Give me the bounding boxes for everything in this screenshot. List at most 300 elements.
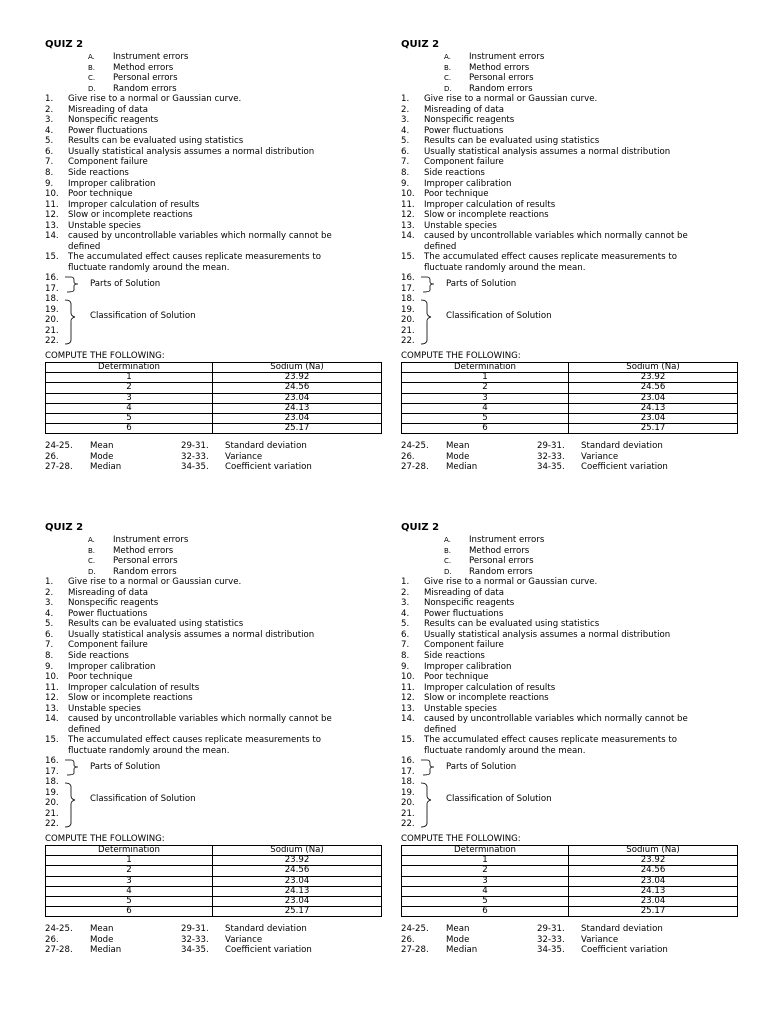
question-number: 2. [401, 104, 410, 115]
choice-text: Personal errors [469, 73, 534, 84]
question-text: Component failure [68, 640, 148, 651]
choice-letter: D. [444, 84, 452, 93]
table-cell: 1 [402, 856, 569, 866]
table-cell: 24.56 [213, 866, 382, 876]
question-text: Slow or incomplete reactions [424, 693, 549, 704]
table-row [402, 424, 738, 434]
computation-label: Coefficient variation [581, 462, 668, 473]
computation-label: Standard deviation [581, 924, 663, 935]
table-cell: 23.04 [569, 393, 738, 403]
table-cell: 6 [402, 424, 569, 434]
table-cell: 23.04 [213, 414, 382, 424]
choice-text: Method errors [113, 545, 174, 556]
question-number: 11. [45, 199, 59, 210]
question-item [45, 683, 345, 694]
table-cell: 23.04 [213, 876, 382, 886]
blank-number: 18. [401, 294, 415, 305]
question-number: 10. [401, 672, 415, 683]
question-text: Improper calibration [424, 661, 512, 672]
question-item [401, 588, 701, 599]
table-header: Determination [402, 363, 569, 373]
parts-of-solution-label: Parts of Solution [446, 762, 517, 773]
question-number: 8. [401, 168, 410, 179]
table-cell: 3 [402, 876, 569, 886]
question-number: 10. [45, 189, 59, 200]
question-text: Improper calculation of results [68, 682, 200, 693]
question-number: 9. [45, 178, 54, 189]
question-number: 5. [45, 136, 54, 147]
question-text: Misreading of data [424, 104, 505, 115]
question-text: Misreading of data [424, 587, 505, 598]
question-item [45, 598, 345, 609]
table-cell: 25.17 [569, 907, 738, 917]
table-row [46, 424, 382, 434]
computation-number: 24-25. [45, 441, 73, 452]
question-number: 8. [45, 168, 54, 179]
computation-label: Median [446, 945, 478, 956]
table-cell: 4 [402, 886, 569, 896]
classification-of-solution-label: Classification of Solution [90, 311, 196, 322]
question-number: 4. [401, 608, 410, 619]
question-number: 1. [45, 577, 54, 588]
table-cell: 23.04 [569, 876, 738, 886]
computation-label: Standard deviation [581, 441, 663, 452]
question-item [401, 115, 701, 126]
choice-item [45, 52, 345, 63]
computation-number: 24-25. [401, 441, 429, 452]
question-number: 15. [401, 735, 415, 746]
question-item [401, 683, 701, 694]
computation-label: Variance [581, 451, 619, 462]
computation-list [401, 441, 701, 474]
question-item [45, 252, 345, 273]
table-row [402, 866, 738, 876]
table-cell: 24.13 [569, 403, 738, 413]
question-item [401, 662, 701, 673]
choice-list [401, 52, 701, 94]
question-item [401, 94, 701, 105]
computation-number: 27-28. [45, 945, 73, 956]
question-text: Side reactions [68, 168, 129, 179]
choice-text: Random errors [469, 83, 533, 94]
table-cell: 23.92 [213, 856, 382, 866]
table-cell: 2 [402, 383, 569, 393]
choice-letter: C. [88, 557, 96, 566]
question-item [401, 200, 701, 211]
question-item [45, 704, 345, 715]
computation-label: Standard deviation [225, 924, 307, 935]
choice-item [45, 546, 345, 557]
question-number: 3. [401, 598, 410, 609]
choice-text: Instrument errors [469, 52, 545, 62]
question-text: Improper calibration [424, 178, 512, 189]
question-item [401, 179, 701, 190]
question-number: 4. [45, 125, 54, 136]
question-text: Power fluctuations [424, 608, 504, 619]
question-text: Improper calculation of results [424, 199, 556, 210]
classification-of-solution-label: Classification of Solution [446, 311, 552, 322]
question-item [401, 168, 701, 179]
computation-number: 26. [45, 451, 59, 462]
question-text: Misreading of data [68, 587, 149, 598]
sodium-table [45, 845, 382, 917]
computation-number: 29-31. [537, 924, 565, 935]
table-cell: 24.13 [213, 403, 382, 413]
blank-number: 21. [45, 325, 59, 336]
question-number: 2. [401, 587, 410, 598]
question-item [401, 704, 701, 715]
question-item [45, 94, 345, 105]
question-item [45, 714, 345, 735]
question-text: Give rise to a normal or Gaussian curve. [68, 94, 242, 105]
choice-item [401, 63, 701, 74]
table-cell: 2 [402, 866, 569, 876]
table-row [46, 897, 382, 907]
question-text: The accumulated effect causes replicate measurements to fluctuate randomly around the mean. [424, 735, 677, 756]
table-header-row [402, 363, 738, 373]
table-row [402, 856, 738, 866]
table-header: Sodium (Na) [213, 846, 382, 856]
question-text: Power fluctuations [68, 125, 148, 136]
choice-letter: C. [88, 74, 96, 83]
blank-number: 19. [401, 304, 415, 315]
question-list [401, 94, 701, 273]
choice-text: Method errors [469, 62, 530, 73]
choice-text: Personal errors [469, 556, 534, 567]
brace-icon [63, 757, 93, 829]
question-number: 11. [401, 682, 415, 693]
table-cell: 23.92 [569, 373, 738, 383]
choice-item [401, 556, 701, 567]
table-row [402, 897, 738, 907]
table-row [46, 373, 382, 383]
choice-letter: B. [88, 546, 96, 555]
table-row [46, 414, 382, 424]
blank-number: 20. [45, 315, 59, 326]
computation-label: Variance [581, 934, 619, 945]
table-row [402, 414, 738, 424]
question-item [45, 105, 345, 116]
computation-number: 27-28. [45, 462, 73, 473]
table-row [402, 876, 738, 886]
question-item [45, 231, 345, 252]
table-cell: 24.56 [569, 383, 738, 393]
question-text: Usually statistical analysis assumes a normal distribution [68, 629, 315, 640]
table-header: Sodium (Na) [213, 363, 382, 373]
choice-letter: B. [444, 546, 452, 555]
table-row [46, 907, 382, 917]
blank-number: 17. [45, 766, 59, 777]
question-item [45, 179, 345, 190]
question-text: Component failure [68, 157, 148, 168]
question-number: 15. [45, 252, 59, 263]
question-number: 5. [45, 619, 54, 630]
computation-label: Mode [446, 451, 470, 462]
computation-label: Standard deviation [225, 441, 307, 452]
table-header: Sodium (Na) [569, 846, 738, 856]
question-text: Unstable species [424, 220, 497, 231]
blank-number: 22. [401, 336, 415, 347]
question-number: 14. [45, 714, 59, 725]
table-cell: 3 [402, 393, 569, 403]
parts-of-solution-label: Parts of Solution [90, 762, 161, 773]
table-cell: 5 [402, 414, 569, 424]
computation-number: 29-31. [181, 924, 209, 935]
table-cell: 2 [46, 383, 213, 393]
table-row [46, 866, 382, 876]
question-text: Poor technique [424, 189, 489, 200]
question-number: 2. [45, 104, 54, 115]
question-text: Slow or incomplete reactions [68, 210, 193, 221]
compute-heading: COMPUTE THE FOLLOWING: [45, 834, 165, 845]
question-number: 3. [401, 115, 410, 126]
choice-text: Random errors [113, 566, 177, 577]
question-number: 5. [401, 619, 410, 630]
blank-number: 17. [401, 766, 415, 777]
question-item [401, 735, 701, 756]
blank-number: 16. [401, 756, 415, 767]
question-number: 3. [45, 598, 54, 609]
question-item [401, 619, 701, 630]
table-header-row [46, 363, 382, 373]
question-item [401, 598, 701, 609]
choice-list [45, 52, 345, 94]
question-text: Improper calibration [68, 661, 156, 672]
computation-label: Mean [90, 924, 114, 935]
choice-list [45, 535, 345, 577]
question-item [401, 252, 701, 273]
sodium-table [45, 362, 382, 434]
question-text: caused by uncontrollable variables which normally cannot be defined [424, 714, 688, 735]
question-text: caused by uncontrollable variables which normally cannot be defined [424, 231, 688, 252]
choice-item [45, 556, 345, 567]
question-text: Improper calibration [68, 178, 156, 189]
question-number: 7. [45, 157, 54, 168]
question-text: Unstable species [68, 703, 141, 714]
computation-number: 32-33. [537, 451, 565, 462]
blank-number: 21. [45, 808, 59, 819]
computation-list [401, 924, 701, 957]
question-list [45, 94, 345, 273]
table-row [46, 383, 382, 393]
question-text: Nonspecific reagents [68, 598, 159, 609]
question-number: 9. [401, 661, 410, 672]
question-text: Side reactions [424, 651, 485, 662]
choice-text: Personal errors [113, 73, 178, 84]
question-number: 10. [45, 672, 59, 683]
computation-number: 34-35. [537, 945, 565, 956]
computation-number: 29-31. [537, 441, 565, 452]
table-header: Determination [402, 846, 569, 856]
quiz-copy-bottom-right [401, 521, 701, 991]
question-number: 6. [45, 629, 54, 640]
table-cell: 4 [46, 886, 213, 896]
table-cell: 24.13 [569, 886, 738, 896]
table-cell: 23.04 [569, 414, 738, 424]
question-text: Results can be evaluated using statistics [68, 619, 244, 630]
parts-of-solution-label: Parts of Solution [90, 279, 161, 290]
quiz-copy-top-right [401, 38, 701, 508]
blank-number: 16. [401, 273, 415, 284]
question-item [45, 672, 345, 683]
question-text: Results can be evaluated using statistics [424, 619, 600, 630]
table-cell: 1 [46, 373, 213, 383]
question-item [45, 577, 345, 588]
question-text: Nonspecific reagents [424, 598, 515, 609]
computation-number: 34-35. [181, 462, 209, 473]
question-text: The accumulated effect causes replicate measurements to fluctuate randomly around the mean. [68, 252, 321, 273]
choice-item [45, 84, 345, 95]
question-text: caused by uncontrollable variables which normally cannot be defined [68, 714, 332, 735]
computation-number: 24-25. [45, 924, 73, 935]
table-row [402, 383, 738, 393]
classification-of-solution-label: Classification of Solution [90, 794, 196, 805]
choice-letter: B. [88, 63, 96, 72]
computation-number: 26. [401, 451, 415, 462]
choice-letter: C. [444, 74, 452, 83]
choice-item [401, 546, 701, 557]
computation-number: 34-35. [181, 945, 209, 956]
table-row [46, 393, 382, 403]
brace-icon [419, 757, 449, 829]
parts-of-solution-label: Parts of Solution [446, 279, 517, 290]
sodium-table [401, 845, 738, 917]
compute-heading: COMPUTE THE FOLLOWING: [401, 351, 521, 362]
question-item [401, 210, 701, 221]
computation-label: Mode [446, 934, 470, 945]
table-cell: 24.13 [213, 886, 382, 896]
question-number: 6. [45, 146, 54, 157]
blank-number: 17. [45, 283, 59, 294]
question-text: Give rise to a normal or Gaussian curve. [424, 577, 598, 588]
table-cell: 6 [402, 907, 569, 917]
choice-text: Random errors [469, 566, 533, 577]
choice-text: Method errors [113, 62, 174, 73]
choice-letter: D. [88, 84, 96, 93]
question-text: The accumulated effect causes replicate measurements to fluctuate randomly around the mean. [424, 252, 677, 273]
computation-label: Coefficient variation [225, 462, 312, 473]
question-text: Slow or incomplete reactions [68, 693, 193, 704]
choice-text: Random errors [113, 83, 177, 94]
question-number: 12. [45, 693, 59, 704]
table-cell: 25.17 [213, 424, 382, 434]
question-item [45, 200, 345, 211]
question-text: Give rise to a normal or Gaussian curve. [424, 94, 598, 105]
question-item [401, 231, 701, 252]
solution-blanks [45, 273, 345, 347]
blank-number: 21. [401, 325, 415, 336]
table-row [402, 393, 738, 403]
question-text: Unstable species [424, 703, 497, 714]
blank-number: 22. [401, 819, 415, 830]
brace-icon [419, 274, 449, 346]
question-item [401, 630, 701, 641]
question-item [401, 147, 701, 158]
choice-item [401, 535, 701, 546]
question-item [45, 630, 345, 641]
question-text: Poor technique [68, 189, 133, 200]
table-header: Sodium (Na) [569, 363, 738, 373]
question-text: Results can be evaluated using statistics [68, 136, 244, 147]
question-text: Misreading of data [68, 104, 149, 115]
blank-number: 22. [45, 819, 59, 830]
blank-number: 19. [401, 787, 415, 798]
question-number: 3. [45, 115, 54, 126]
computation-label: Coefficient variation [581, 945, 668, 956]
choice-letter: D. [444, 567, 452, 576]
choice-item [401, 73, 701, 84]
question-number: 7. [401, 640, 410, 651]
table-header: Determination [46, 363, 213, 373]
question-item [45, 136, 345, 147]
question-number: 12. [401, 210, 415, 221]
question-number: 11. [401, 199, 415, 210]
question-text: Improper calculation of results [68, 199, 200, 210]
table-header: Determination [46, 846, 213, 856]
compute-heading: COMPUTE THE FOLLOWING: [401, 834, 521, 845]
compute-heading: COMPUTE THE FOLLOWING: [45, 351, 165, 362]
question-text: caused by uncontrollable variables which normally cannot be defined [68, 231, 332, 252]
table-cell: 24.56 [569, 866, 738, 876]
table-header-row [402, 846, 738, 856]
question-item [401, 672, 701, 683]
computation-label: Median [90, 462, 122, 473]
blank-number: 20. [45, 798, 59, 809]
table-row [402, 403, 738, 413]
question-text: Usually statistical analysis assumes a normal distribution [68, 146, 315, 157]
blank-number: 21. [401, 808, 415, 819]
question-number: 7. [401, 157, 410, 168]
computation-list [45, 441, 345, 474]
computation-number: 32-33. [181, 451, 209, 462]
table-row [402, 886, 738, 896]
question-item [45, 662, 345, 673]
question-item [45, 651, 345, 662]
blank-number: 18. [45, 294, 59, 305]
question-item [45, 640, 345, 651]
table-row [46, 876, 382, 886]
question-text: Nonspecific reagents [68, 115, 159, 126]
table-cell: 3 [46, 876, 213, 886]
question-text: Usually statistical analysis assumes a normal distribution [424, 629, 671, 640]
computation-number: 34-35. [537, 462, 565, 473]
question-number: 14. [401, 231, 415, 242]
question-text: Power fluctuations [68, 608, 148, 619]
solution-blanks [401, 756, 701, 830]
table-cell: 23.04 [569, 897, 738, 907]
choice-letter: A. [88, 53, 95, 61]
question-item [45, 619, 345, 630]
question-number: 11. [45, 682, 59, 693]
question-text: Nonspecific reagents [424, 115, 515, 126]
blank-number: 19. [45, 304, 59, 315]
question-item [45, 189, 345, 200]
computation-label: Coefficient variation [225, 945, 312, 956]
choice-item [45, 63, 345, 74]
table-cell: 1 [402, 373, 569, 383]
question-item [45, 115, 345, 126]
question-number: 6. [401, 629, 410, 640]
choice-item [45, 535, 345, 546]
computation-number: 24-25. [401, 924, 429, 935]
choice-letter: D. [88, 567, 96, 576]
question-number: 1. [401, 94, 410, 105]
question-item [45, 126, 345, 137]
choice-letter: B. [444, 63, 452, 72]
computation-number: 32-33. [181, 934, 209, 945]
table-cell: 23.92 [569, 856, 738, 866]
table-cell: 6 [46, 907, 213, 917]
